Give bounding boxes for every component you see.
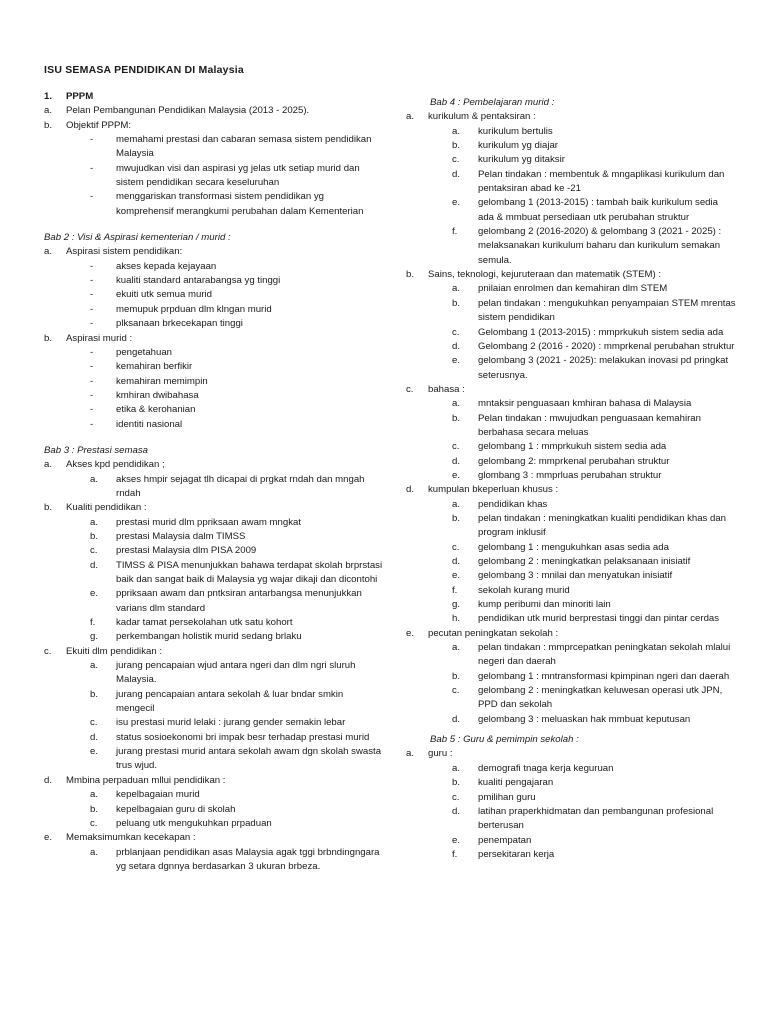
list-marker: - — [90, 375, 94, 387]
list-item — [44, 317, 384, 331]
list-marker: d. — [406, 484, 415, 496]
list-marker: g. — [452, 599, 461, 611]
list-item — [44, 104, 384, 118]
list-marker: d. — [452, 455, 461, 467]
list-text: Aspirasi sistem pendidikan: — [66, 246, 183, 258]
list-text: kemahiran memimpin — [116, 375, 208, 387]
list-marker: - — [90, 275, 94, 287]
list-marker: d. — [452, 168, 461, 180]
list-marker: h. — [452, 613, 461, 625]
list-marker: f. — [90, 617, 96, 629]
list-item — [406, 834, 736, 848]
list-text: latihan praperkhidmatan dan pembangunan profesional berterusan — [478, 805, 714, 832]
spacer — [44, 432, 384, 444]
list-item — [44, 346, 384, 360]
list-marker: b. — [44, 502, 53, 514]
list-text: pendidikan utk murid berprestasi tinggi dan pintar cerdas — [478, 613, 720, 625]
list-item — [406, 670, 736, 684]
list-text: kumpulan bkeperluan khusus : — [428, 484, 559, 496]
list-text: jurang pencapaian antara sekolah & luar bndar smkin mengecil — [116, 688, 344, 715]
list-text: kualiti pengajaran — [478, 777, 554, 789]
list-item — [44, 162, 384, 191]
list-text: akses kepada kejayaan — [116, 260, 217, 272]
list-text: gelombang 1 : mmprkukuh sistem sedia ada — [478, 441, 667, 453]
list-marker: b. — [452, 512, 461, 524]
list-text: pnilaian enrolmen dan kemahiran dlm STEM — [478, 283, 668, 295]
list-text: gelombang 2 : meningkatkan keluwesan operasi utk JPN, PPD dan sekolah — [478, 685, 723, 711]
list-text: kepelbagaian guru di skolah — [116, 803, 236, 815]
list-item — [44, 458, 384, 472]
list-text: Objektif PPPM: — [66, 119, 132, 131]
list-text: memahami prestasi dan cabaran semasa sistem pendidikan Malaysia — [116, 134, 372, 160]
list-marker: f. — [452, 226, 458, 238]
list-item — [44, 731, 384, 745]
list-text: pecutan peningkatan sekolah : — [428, 627, 559, 639]
list-marker: b. — [452, 777, 461, 789]
list-marker: b. — [90, 530, 99, 542]
list-item — [406, 612, 736, 626]
list-item — [406, 762, 736, 776]
list-text: kualiti standard antarabangsa yg tinggi — [116, 275, 281, 287]
list-item — [44, 516, 384, 530]
list-marker: - — [90, 260, 94, 272]
list-text: kurikulum & pentaksiran : — [428, 111, 536, 123]
list-marker: - — [90, 289, 94, 301]
list-item — [44, 846, 384, 875]
list-text: kurikulum yg diajar — [478, 140, 558, 152]
list-marker: - — [90, 389, 94, 401]
list-marker: a. — [452, 283, 461, 295]
list-text: kemahiran berfikir — [116, 361, 193, 373]
list-marker: c. — [406, 383, 414, 395]
document-title: ISU SEMASA PENDIDIKAN DI Malaysia — [44, 64, 244, 76]
list-marker: a. — [90, 473, 99, 485]
list-text: kmhiran dwibahasa — [116, 389, 199, 401]
list-item — [44, 332, 384, 346]
list-item — [406, 268, 736, 282]
list-marker: c. — [90, 545, 98, 557]
list-item — [406, 282, 736, 296]
list-item — [44, 303, 384, 317]
list-item — [44, 630, 384, 644]
list-text: Memaksimumkan kecekapan : — [66, 832, 196, 844]
list-item — [406, 326, 736, 340]
list-marker: c. — [452, 541, 460, 553]
list-item — [44, 530, 384, 544]
list-text: pelan tindakan : meningkatkan kualiti pendidikan khas dan program inklusif — [478, 512, 727, 539]
list-marker: e. — [406, 627, 415, 639]
list-text: ekuiti utk semua murid — [116, 289, 212, 301]
list-text: gelombang 2 (2016-2020) & gelombang 3 (2021 - 2025) : melaksanakan kurikulum baharu dan kurikulum semakan semula. — [478, 226, 722, 266]
list-marker: a. — [452, 762, 461, 774]
list-text: ppriksaan awam dan pntksiran antarbangsa menunjukkan varians dlm standard — [116, 588, 362, 614]
list-text: jurang pencapaian wjud antara ngeri dan dlm ngri sluruh Malaysia. — [116, 660, 356, 686]
list-item — [44, 803, 384, 817]
list-item — [44, 831, 384, 845]
list-marker: a. — [406, 111, 415, 123]
list-item — [406, 153, 736, 167]
list-text: identiti nasional — [116, 418, 183, 430]
list-text: Pelan tindakan : membentuk & mngaplikasi kurikulum dan pentaksiran abad ke -21 — [478, 168, 725, 195]
list-item — [406, 440, 736, 454]
list-text: kadar tamat persekolahan utk satu kohort — [116, 617, 293, 629]
right-column — [406, 90, 736, 862]
list-marker: d. — [452, 713, 461, 725]
list-marker: b. — [406, 269, 415, 281]
list-text: penempatan — [478, 834, 532, 846]
list-text: prestasi Malaysia dlm PISA 2009 — [116, 545, 257, 557]
list-text: bahasa : — [428, 383, 465, 395]
list-marker: e. — [90, 588, 99, 600]
list-text: plksanaan brkecekapan tinggi — [116, 318, 243, 330]
list-marker: a. — [90, 660, 99, 672]
list-text: Bab 2 : Visi & Aspirasi kementerian / murid : — [44, 232, 231, 244]
list-text: sekolah kurang murid — [478, 584, 570, 596]
list-item — [406, 684, 736, 713]
list-item — [406, 196, 736, 225]
list-text: perkembangan holistik murid sedang brlaku — [116, 631, 302, 643]
list-item — [406, 297, 736, 326]
main-heading — [44, 90, 384, 104]
list-marker: d. — [452, 340, 461, 352]
list-marker: c. — [452, 685, 460, 697]
list-text: Akses kpd pendidikan ; — [66, 459, 165, 471]
list-marker: e. — [452, 570, 461, 582]
list-text: gelombang 1 (2013-2015) : tambah baik kurikulum sedia ada & mmbuat persediaan utk perubahan struktur — [478, 197, 718, 223]
list-text: akses hmpir sejagat tlh dicapai di prgkat rndah dan mngah rndah — [116, 473, 365, 499]
section-heading — [406, 733, 736, 747]
list-item — [406, 383, 736, 397]
list-item — [44, 375, 384, 389]
list-item — [406, 713, 736, 727]
list-text: gelombang 2: mmprkenal perubahan struktur — [478, 455, 670, 467]
list-marker: c. — [44, 645, 52, 657]
list-text: Sains, teknologi, kejuruteraan dan matematik (STEM) : — [428, 269, 662, 281]
list-marker: a. — [44, 105, 53, 117]
list-marker: b. — [452, 140, 461, 152]
list-text: prblanjaan pendidikan asas Malaysia agak tggi brbndingngara yg setara dgnnya berdasarkan 3 ukuran brbeza. — [116, 846, 380, 872]
list-item — [406, 110, 736, 124]
list-item — [44, 659, 384, 688]
list-text: status sosioekonomi bri impak besr terhadap prestasi murid — [116, 731, 370, 743]
list-text: mntaksir penguasaan kmhiran bahasa di Malaysia — [478, 398, 692, 410]
list-text: Mmbina perpaduan mllui pendidikan : — [66, 774, 226, 786]
list-marker: c. — [452, 791, 460, 803]
list-text: pendidikan khas — [478, 498, 548, 510]
list-text: gelombang 3 : meluaskan hak mmbuat keputusan — [478, 713, 691, 725]
list-item — [44, 774, 384, 788]
list-item — [406, 848, 736, 862]
list-text: gelombang 3 (2021 - 2025): melakukan inovasi pd pringkat seterusnya. — [478, 355, 729, 381]
list-marker: e. — [452, 469, 461, 481]
list-text: etika & kerohanian — [116, 404, 196, 416]
list-text: kurikulum bertulis — [478, 125, 553, 137]
list-text: Aspirasi murid : — [66, 332, 133, 344]
left-column — [44, 90, 384, 874]
list-text: pengetahuan — [116, 346, 173, 358]
list-marker: - — [90, 361, 94, 373]
list-marker: e. — [44, 832, 53, 844]
list-item — [44, 389, 384, 403]
list-item — [406, 354, 736, 383]
list-text: gelombang 3 : mnilai dan menyatukan inisiatif — [478, 570, 673, 582]
list-text: Pelan tindakan : mwujudkan penguasaan kemahiran berbahasa secara meluas — [478, 412, 701, 438]
list-item — [406, 747, 736, 761]
list-marker: c. — [90, 717, 98, 729]
list-marker: d. — [44, 774, 53, 786]
list-text: demografi tnaga kerja keguruan — [478, 762, 614, 774]
list-marker: e. — [452, 355, 461, 367]
list-marker: f. — [452, 584, 458, 596]
list-marker: b. — [90, 803, 99, 815]
list-item — [406, 483, 736, 497]
list-item — [44, 403, 384, 417]
list-marker: c. — [90, 817, 98, 829]
list-text: prestasi Malaysia dalm TIMSS — [116, 530, 246, 542]
list-item — [406, 805, 736, 834]
list-text: Kualiti pendidikan : — [66, 502, 147, 514]
list-text: Ekuiti dlm pendidikan : — [66, 645, 162, 657]
list-marker: - — [90, 303, 94, 315]
list-marker: - — [90, 191, 94, 203]
list-item — [406, 225, 736, 268]
list-text: glombang 3 : mmprluas perubahan struktur — [478, 469, 662, 481]
list-item — [406, 168, 736, 197]
spacer — [44, 219, 384, 231]
list-item — [406, 139, 736, 153]
list-text: kump peribumi dan minoriti lain — [478, 599, 611, 611]
list-item — [44, 119, 384, 133]
list-text: Bab 5 : Guru & pemimpin sekolah : — [430, 734, 579, 746]
list-text: kepelbagaian murid — [116, 789, 200, 801]
list-text: jurang prestasi murid antara sekolah awam dgn skolah swasta trus wjud. — [116, 746, 382, 772]
list-item — [44, 190, 384, 219]
list-marker: a. — [452, 125, 461, 137]
list-marker: - — [90, 418, 94, 430]
list-item — [406, 397, 736, 411]
list-item — [44, 260, 384, 274]
list-marker: f. — [452, 848, 458, 860]
list-text: memupuk prpduan dlm klngan murid — [116, 303, 272, 315]
list-marker: c. — [452, 441, 460, 453]
list-text: Gelombang 2 (2016 - 2020) : mmprkenal perubahan struktur — [478, 340, 735, 352]
list-item — [406, 455, 736, 469]
list-marker: - — [90, 318, 94, 330]
list-marker: a. — [452, 398, 461, 410]
section-heading — [44, 231, 384, 245]
list-text: menggariskan transformasi sistem pendidikan yg komprehensif merangkumi perubahan dalam Kementerian — [116, 191, 364, 217]
list-text: pelan tindakan : mmprcepatkan peningkatan sekolah mlalui negeri dan daerah — [478, 642, 731, 668]
list-text: mwujudkan visi dan aspirasi yg jelas utk setiap murid dan sistem pendidikan secara keseluruhan — [116, 162, 360, 189]
list-item — [44, 288, 384, 302]
list-text: gelombang 2 : meningkatkan pelaksanaan inisiatif — [478, 556, 691, 567]
list-marker: e. — [90, 746, 99, 758]
list-text: isu prestasi murid lelaki : jurang gender semakin lebar — [116, 717, 346, 729]
list-marker: a. — [452, 642, 461, 654]
list-text: peluang utk mengukuhkan prpaduan — [116, 817, 272, 829]
list-marker: b. — [452, 670, 461, 682]
list-item — [406, 598, 736, 612]
list-text: Bab 3 : Prestasi semasa — [44, 444, 148, 456]
list-marker: a. — [406, 748, 415, 760]
list-marker: a. — [90, 516, 99, 528]
list-marker: d. — [452, 556, 461, 567]
list-text: guru : — [428, 748, 453, 760]
list-text: TIMSS & PISA menunjukkan bahawa terdapat skolah brprstasi baik dan sangat baik di Malaysia yg wajar dikaji dan dicontohi — [116, 559, 383, 585]
list-marker: d. — [452, 805, 461, 817]
list-item — [406, 569, 736, 583]
list-text: prestasi murid dlm ppriksaan awam mngkat — [116, 516, 302, 528]
list-text: gelombang 1 : mntransformasi kpimpinan ngeri dan daerah — [478, 670, 730, 682]
list-item — [44, 245, 384, 259]
list-text: pelan tindakan : mengukuhkan penyampaian STEM mrentas sistem pendidikan — [478, 297, 736, 324]
list-marker: b. — [90, 688, 99, 700]
list-marker: - — [90, 346, 94, 358]
list-item — [406, 340, 736, 354]
list-item — [406, 512, 736, 541]
list-marker: d. — [90, 559, 99, 571]
list-item — [44, 473, 384, 502]
list-item — [44, 817, 384, 831]
list-item — [44, 418, 384, 432]
list-marker: b. — [44, 119, 53, 131]
list-item — [44, 274, 384, 288]
list-text: persekitaran kerja — [478, 848, 555, 860]
list-marker: b. — [452, 412, 461, 424]
list-marker: b. — [44, 332, 53, 344]
list-marker: c. — [452, 326, 460, 338]
list-item — [44, 745, 384, 774]
list-text: Gelombang 1 (2013-2015) : mmprkukuh sistem sedia ada — [478, 326, 724, 338]
list-marker: g. — [90, 631, 99, 643]
list-item — [406, 627, 736, 641]
list-marker: a. — [44, 246, 53, 258]
list-item — [406, 469, 736, 483]
list-marker: a. — [90, 846, 99, 858]
section-heading — [44, 444, 384, 458]
list-item — [406, 641, 736, 670]
list-marker: e. — [452, 834, 461, 846]
list-text: PPPM — [66, 91, 94, 102]
list-item — [44, 645, 384, 659]
list-marker: e. — [452, 197, 461, 209]
list-text: kurikulum yg ditaksir — [478, 154, 565, 166]
list-marker: a. — [452, 498, 461, 510]
list-marker: d. — [90, 731, 99, 743]
list-text: gelombang 1 : mengukuhkan asas sedia ada — [478, 541, 669, 553]
list-item — [406, 125, 736, 139]
list-item — [406, 498, 736, 512]
list-marker: c. — [452, 154, 460, 166]
list-item — [44, 133, 384, 162]
list-item — [44, 716, 384, 730]
list-item — [44, 501, 384, 515]
list-marker: a. — [90, 789, 99, 801]
list-marker: - — [90, 404, 94, 416]
list-marker: b. — [452, 297, 461, 309]
list-item — [406, 791, 736, 805]
list-item — [406, 541, 736, 555]
list-item — [406, 776, 736, 790]
list-item — [44, 688, 384, 717]
list-item — [44, 616, 384, 630]
list-marker: - — [90, 162, 94, 174]
list-text: Pelan Pembangunan Pendidikan Malaysia (2013 - 2025). — [66, 105, 310, 117]
list-marker: - — [90, 134, 94, 146]
list-item — [44, 587, 384, 616]
list-item — [44, 360, 384, 374]
list-item — [406, 412, 736, 441]
list-text: pmilihan guru — [478, 791, 536, 803]
section-heading — [406, 96, 736, 110]
list-item — [406, 584, 736, 598]
list-item — [44, 559, 384, 588]
list-item — [406, 555, 736, 569]
list-item — [44, 544, 384, 558]
list-marker: 1. — [44, 91, 53, 102]
list-text: Bab 4 : Pembelajaran murid : — [430, 97, 555, 108]
list-item — [44, 788, 384, 802]
list-marker: a. — [44, 459, 53, 471]
